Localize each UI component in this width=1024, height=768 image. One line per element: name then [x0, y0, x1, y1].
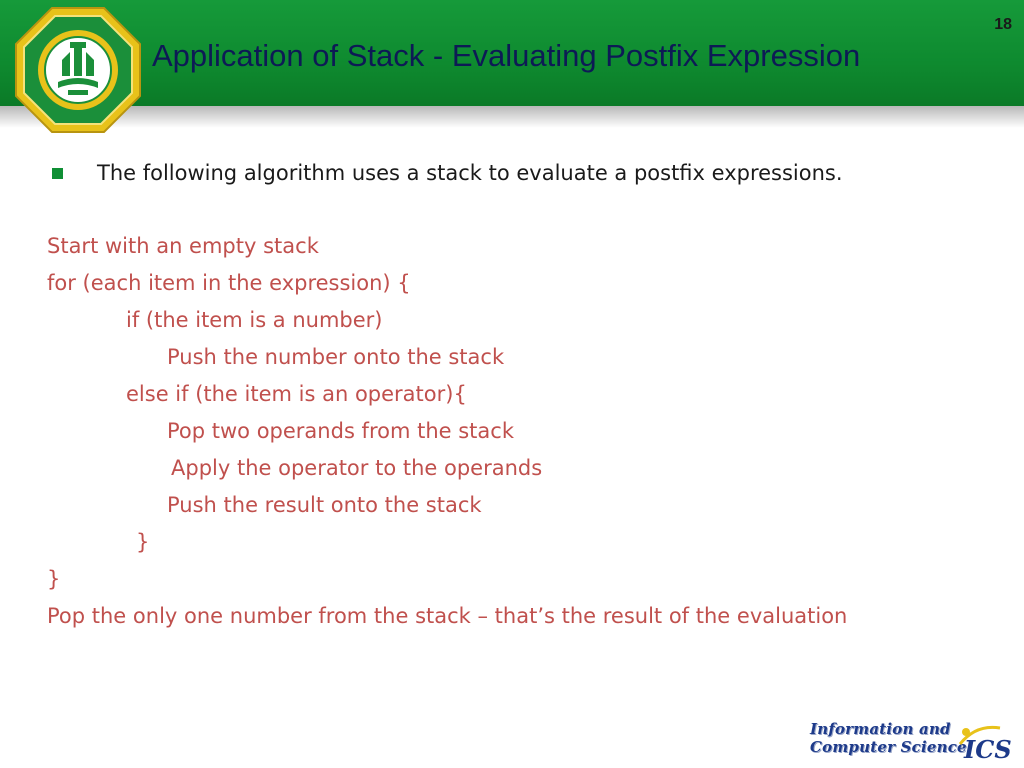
algorithm-line: Pop two operands from the stack — [167, 419, 514, 443]
algorithm-line: Start with an empty stack — [47, 234, 319, 258]
algorithm-line: } — [136, 530, 150, 554]
ics-logo-icon — [956, 718, 1016, 762]
algorithm-line: Apply the operator to the operands — [171, 456, 543, 480]
footer-line2: Computer Science — [810, 738, 967, 756]
algorithm-line: else if (the item is an operator){ — [126, 382, 467, 406]
bullet-text: The following algorithm uses a stack to evaluate a postfix expressions. — [97, 161, 843, 185]
algorithm-block — [47, 228, 1007, 635]
bullet-item — [52, 158, 843, 188]
footer-line1: Information and — [810, 720, 951, 738]
algorithm-line: for (each item in the expression) { — [47, 271, 411, 295]
algorithm-line: Pop the only one number from the stack – that’s the result of the evaluation — [47, 604, 848, 628]
algorithm-line: Push the number onto the stack — [167, 345, 505, 369]
header-shadow — [0, 106, 1024, 128]
algorithm-line: if (the item is a number) — [126, 308, 383, 332]
footer-logo — [806, 716, 1016, 762]
algorithm-line: Push the result onto the stack — [167, 493, 482, 517]
slide-number: 18 — [994, 16, 1012, 33]
university-seal-icon — [14, 6, 142, 134]
slide-title: Application of Stack - Evaluating Postfix Expression — [152, 38, 861, 73]
algorithm-line: } — [47, 567, 61, 591]
ics-mark-text: ICS — [964, 735, 1012, 762]
square-bullet-icon — [52, 168, 63, 179]
